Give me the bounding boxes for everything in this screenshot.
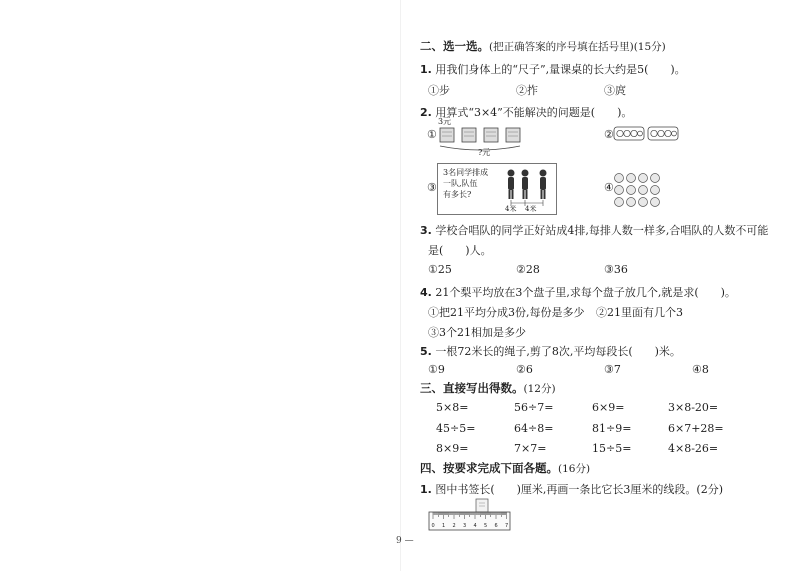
apple-icon	[639, 186, 648, 195]
speech-bubble	[443, 167, 488, 200]
child-icon	[508, 170, 515, 177]
section-4-title	[420, 460, 590, 476]
ruler-tick-label: 2	[452, 523, 456, 529]
calc-r2-c3: 81÷9=	[592, 422, 632, 435]
question-text: 用算式“3×4”不能解决的问题是( )。	[435, 106, 633, 119]
section-3-score: (12分)	[523, 383, 556, 395]
calc-r3-c3: 15÷5=	[592, 442, 632, 455]
child-icon	[522, 170, 529, 177]
q5-option-2: ②6	[516, 363, 533, 376]
apple-icon	[639, 198, 648, 207]
calc-r1-c1: 5×8=	[436, 401, 469, 414]
child-icon	[540, 170, 547, 177]
ruler-tick-label: 7	[505, 523, 509, 529]
apple-icon	[627, 174, 636, 183]
section-2-note: (把正确答案的序号填在括号里)(15分)	[489, 41, 666, 53]
calc-r2-c4: 6×7+28=	[668, 422, 724, 435]
section-3-heading: 三、直接写出得数。	[420, 381, 524, 395]
apple-icon	[615, 198, 624, 207]
question-number: 1.	[420, 63, 432, 76]
apple-icon	[615, 186, 624, 195]
question-2	[420, 104, 632, 120]
q2-option-3-label: ③	[427, 181, 437, 194]
ruler-tick-label: 4	[473, 523, 477, 529]
apples-grid-illustration	[613, 172, 661, 208]
book-icon	[440, 128, 454, 142]
question-text: 学校合唱队的同学正好站成4排,每排人数一样多,合唱队的人数不可能	[435, 224, 769, 237]
section-4-heading: 四、按要求完成下面各题。	[420, 461, 558, 475]
q1-option-1: ①步	[428, 84, 450, 97]
question-number: 2.	[420, 106, 432, 119]
question-1	[420, 61, 686, 77]
ruler-illustration	[428, 498, 512, 534]
q3-option-2: ②28	[516, 263, 540, 276]
apple-icon	[627, 186, 636, 195]
apple-icon	[651, 186, 660, 195]
calc-r3-c4: 4×8-26=	[668, 442, 719, 455]
question-number: 5.	[420, 345, 432, 358]
section-4-score: (16分)	[558, 463, 591, 475]
ruler-tick-label: 3	[463, 523, 467, 529]
apple-icon	[615, 174, 624, 183]
bubble-line: 有多长?	[443, 190, 472, 199]
q2-price-label: 3元	[438, 117, 452, 126]
section-2-title	[420, 38, 666, 54]
question-3-line-2: 是( )人。	[428, 244, 492, 257]
ruler-tick-label: 1	[442, 523, 446, 529]
question-5	[420, 343, 681, 359]
calc-r2-c1: 45÷5=	[436, 422, 476, 435]
gap-label-1: 4米	[505, 205, 517, 213]
bubble-line: 一队,队伍	[443, 179, 478, 188]
apple-icon	[651, 174, 660, 183]
q2-option-4-label: ④	[604, 181, 614, 194]
q4-option-2: ②21里面有几个3	[596, 306, 683, 319]
q3-option-3: ③36	[604, 263, 628, 276]
q3-option-1: ①25	[428, 263, 452, 276]
book-icon	[484, 128, 498, 142]
page-number: 9 —	[396, 536, 414, 546]
q1-option-3: ③庹	[604, 84, 626, 97]
section-3-title	[420, 380, 556, 396]
bookmark-shape	[476, 499, 488, 512]
question-text: 21个梨平均放在3个盘子里,求每个盘子放几个,就是求( )。	[435, 286, 736, 299]
q5-option-4: ④8	[692, 363, 709, 376]
bubble-line: 3名同学排成	[443, 168, 489, 177]
section-2-heading: 二、选一选。	[420, 39, 489, 53]
gap-label-2: 4米	[525, 205, 537, 213]
question-number: 4.	[420, 286, 432, 299]
calc-r2-c2: 64÷8=	[514, 422, 554, 435]
s4-question-1	[420, 481, 723, 497]
question-3	[420, 222, 768, 238]
apple-icon	[639, 174, 648, 183]
question-4	[420, 284, 736, 300]
ruler-tick-label: 5	[484, 523, 488, 529]
q2-option-2-label: ②	[604, 128, 614, 141]
q2-option-1-label: ①	[427, 128, 437, 141]
question-text: 一根72米长的绳子,剪了8次,平均每段长( )米。	[435, 345, 681, 358]
apple-icon	[651, 198, 660, 207]
question-text: 图中书签长( )厘米,再画一条比它长3厘米的线段。(2分)	[435, 483, 724, 496]
apple-icon	[627, 198, 636, 207]
q4-option-3: ③3个21相加是多少	[428, 326, 526, 339]
calc-r1-c4: 3×8-20=	[668, 401, 719, 414]
egg-trays-illustration	[613, 125, 679, 143]
ruler-tick-label: 0	[431, 523, 435, 529]
ruler-tick-label: 6	[494, 523, 498, 529]
q5-option-1: ①9	[428, 363, 445, 376]
q2-total-label: ?元	[478, 148, 491, 157]
book-icon	[506, 128, 520, 142]
calc-r1-c3: 6×9=	[592, 401, 625, 414]
page-fold	[400, 0, 401, 571]
question-number: 3.	[420, 224, 432, 237]
calc-r1-c2: 56÷7=	[514, 401, 554, 414]
q5-option-3: ③7	[604, 363, 621, 376]
calc-r3-c2: 7×7=	[514, 442, 547, 455]
question-text: 用我们身体上的“尺子”,量课桌的长大约是5( )。	[435, 63, 686, 76]
question-number: 1.	[420, 483, 432, 496]
book-icon	[462, 128, 476, 142]
q1-option-2: ②拃	[516, 84, 538, 97]
q4-option-1: ①把21平均分成3份,每份是多少	[428, 306, 585, 319]
calc-r3-c1: 8×9=	[436, 442, 469, 455]
